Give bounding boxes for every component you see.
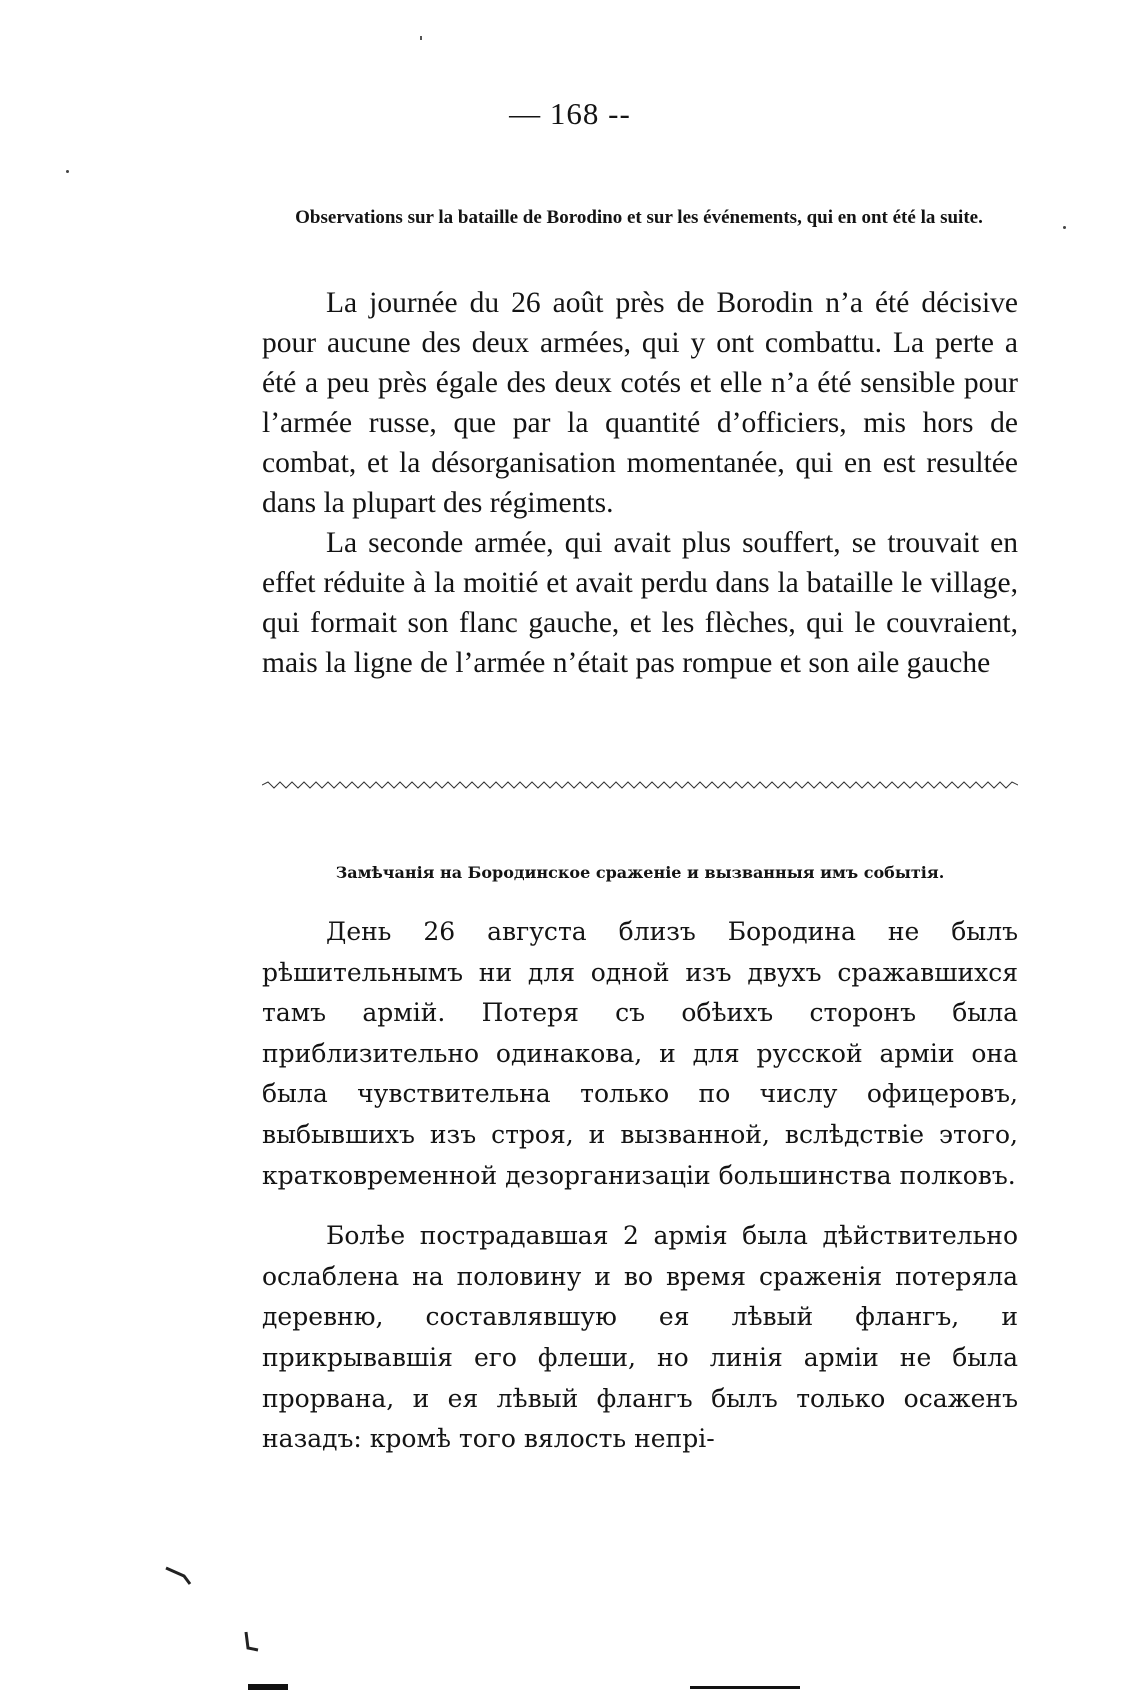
russian-paragraph-1: День 26 августа близъ Бородина не былъ рѣшительнымъ ни для одной изъ двухъ сражавшихся тамъ армій. Потеря съ обѣихъ сторонъ была приблизительно одинакова, и для русской арміи она была чувствительна только по числу офицеровъ, выбывшихъ изъ строя, и вызванной, вслѣдствіе этого, кратковременной дезорганизаціи большинства полковъ. bbox=[262, 917, 1018, 1190]
french-section-title: Observations sur la bataille de Borodino et sur les événements, qui en ont été la suite. bbox=[295, 207, 983, 228]
scan-artifact-bar bbox=[690, 1686, 800, 1689]
page-number: — 168 -- bbox=[509, 96, 631, 131]
scan-artifact-mark bbox=[238, 1628, 268, 1658]
scan-artifact-dot bbox=[1063, 226, 1066, 229]
scan-artifact-bar bbox=[248, 1684, 288, 1690]
russian-paragraph-2: Болѣе пострадавшая 2 армія была дѣйствительно ослаблена на половину и во время сраженія потеряла деревню, составлявшую ея лѣвый флангъ, и прикрывавшія его флеши, но линія арміи не была прорвана, и ея лѣвый флангъ былъ только осаженъ назадъ: кромѣ того вялость непрі- bbox=[262, 1221, 1018, 1454]
scan-artifact-dot bbox=[66, 170, 69, 173]
scan-artifact-dot bbox=[420, 36, 422, 40]
wavy-separator-rule bbox=[262, 781, 1018, 789]
scan-artifact-mark bbox=[160, 1560, 220, 1590]
french-paragraph-1: La journée du 26 août près de Borodin n’a été décisive pour aucune des deux armées, qui y ont combattu. La perte a été a peu près égale des deux cotés et elle n’a été sensible pour l’armée russe, que par la quantité d’officiers, mis hors de combat, et la désorganisation momentanée, qui en est resultée dans la plupart des régiments. bbox=[262, 287, 1018, 519]
french-paragraph-2: La seconde armée, qui avait plus souffert, se trouvait en effet réduite à la moitié et avait perdu dans la bataille le village, qui formait son flanc gauche, et les flèches, qui le couvraient, mais la ligne de l’armée n’était pas rompue et son aile gauche bbox=[262, 527, 1018, 679]
french-text-block bbox=[262, 283, 1018, 683]
russian-text-block bbox=[262, 912, 1018, 1460]
russian-section-title: Замѣчанія на Бородинское сраженіе и вызванныя имъ событія. bbox=[335, 863, 945, 882]
